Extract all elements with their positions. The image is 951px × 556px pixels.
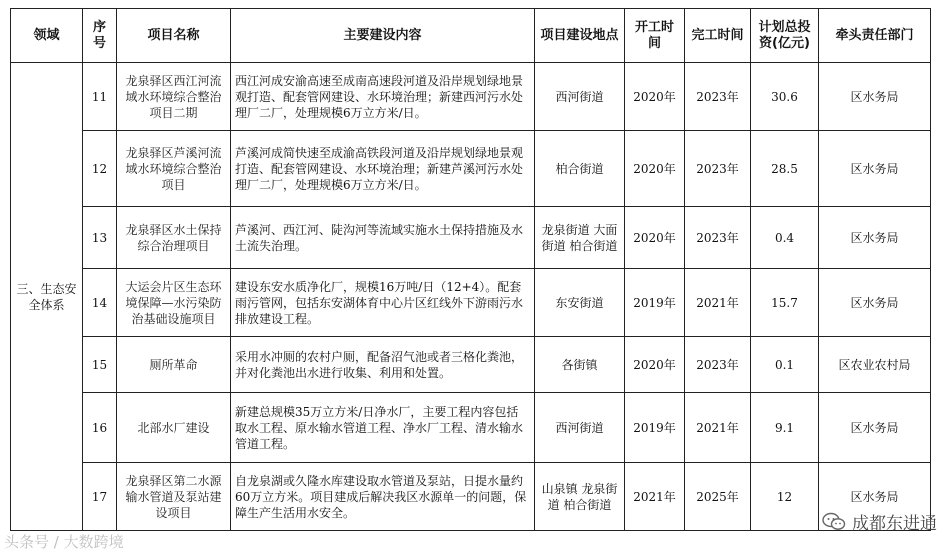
header-name: 项目名称 [117,9,231,63]
row-no: 15 [83,337,117,393]
row-dept: 区农业农村局 [819,337,931,393]
table-row [11,337,931,393]
row-end: 2025年 [685,463,751,531]
row-dept: 区水务局 [819,269,931,337]
row-start: 2020年 [625,131,685,207]
row-start: 2020年 [625,207,685,269]
header-end: 完工时间 [685,9,751,63]
row-invest: 0.4 [751,207,819,269]
domain-cell: 三、生态安全体系 [11,63,83,531]
row-start: 2020年 [625,337,685,393]
row-location: 龙泉街道 大面街道 柏合街道 [535,207,625,269]
row-content: 新建总规模35万立方米/日净水厂，主要工程内容包括取水工程、原水输水管道工程、净水厂工程、清水输水管道工程。 [231,393,535,463]
row-invest: 28.5 [751,131,819,207]
row-no: 17 [83,463,117,531]
row-invest: 30.6 [751,63,819,131]
row-content: 西江河成安渝高速至成南高速段河道及沿岸规划绿地景观打造、配套管网建设、水环境治理；新建西河污水处理厂二厂，处理规模6万立方米/日。 [231,63,535,131]
row-content: 芦溪河成简快速至成渝高铁段河道及沿岸规划绿地景观打造、配套管网建设、水环境治理；新建芦溪河污水处理厂二厂，处理规模6万立方米/日。 [231,131,535,207]
row-content: 自龙泉湖或久隆水库建设取水管道及泵站，日提水量约60万立方米。项目建成后解决我区水源单一的问题，保障生产生活用水安全。 [231,463,535,531]
header-invest: 计划总投资(亿元) [751,9,819,63]
row-end: 2021年 [685,269,751,337]
row-dept: 区水务局 [819,131,931,207]
row-content: 建设东安水质净化厂，规模16万吨/日（12+4）。配套雨污管网，包括东安湖体育中心片区红线外下游雨污水排放建设工程。 [231,269,535,337]
table-row [11,207,931,269]
header-no: 序号 [83,9,117,63]
header-content: 主要建设内容 [231,9,535,63]
row-start: 2019年 [625,393,685,463]
table-row [11,63,931,131]
watermark-right [822,509,937,534]
row-start: 2021年 [625,463,685,531]
row-no: 16 [83,393,117,463]
row-name: 大运会片区生态环境保障—水污染防治基础设施项目 [117,269,231,337]
row-no: 14 [83,269,117,337]
row-location: 柏合街道 [535,131,625,207]
table-row [11,269,931,337]
row-name: 龙泉驿区第二水源输水管道及泵站建设项目 [117,463,231,531]
row-end: 2023年 [685,207,751,269]
row-dept: 区水务局 [819,393,931,463]
row-no: 11 [83,63,117,131]
row-invest: 0.1 [751,337,819,393]
row-end: 2021年 [685,393,751,463]
row-location: 山泉镇 龙泉街道 柏合街道 [535,463,625,531]
wechat-icon [822,512,846,532]
row-invest: 15.7 [751,269,819,337]
row-end: 2023年 [685,337,751,393]
header-domain: 领域 [11,9,83,63]
row-content: 芦溪河、西江河、陡沟河等流域实施水土保持措施及水土流失治理。 [231,207,535,269]
table-row [11,393,931,463]
watermark-right-label: 成都东进通 [852,514,937,534]
header-start: 开工时间 [625,9,685,63]
row-name: 厕所革命 [117,337,231,393]
row-invest: 12 [751,463,819,531]
row-no: 13 [83,207,117,269]
row-location: 西河街道 [535,63,625,131]
row-name: 龙泉驿区芦溪河流域水环境综合整治项目 [117,131,231,207]
row-start: 2019年 [625,269,685,337]
table-row [11,131,931,207]
row-dept: 区水务局 [819,63,931,131]
row-no: 12 [83,131,117,207]
row-end: 2023年 [685,131,751,207]
row-location: 东安街道 [535,269,625,337]
table-row [11,463,931,531]
row-dept: 区水务局 [819,463,931,531]
row-name: 龙泉驿区水土保持综合治理项目 [117,207,231,269]
row-location: 各街镇 [535,337,625,393]
row-location: 西河街道 [535,393,625,463]
row-dept: 区水务局 [819,207,931,269]
row-end: 2023年 [685,63,751,131]
header-location: 项目建设地点 [535,9,625,63]
header-dept: 牵头责任部门 [819,9,931,63]
row-start: 2020年 [625,63,685,131]
watermark-left: 头条号 / 大数跨境 [4,533,124,551]
project-table [10,8,931,531]
row-invest: 9.1 [751,393,819,463]
row-content: 采用水冲厕的农村户厕，配备沼气池或者三格化粪池，并对化粪池出水进行收集、利用和处置。 [231,337,535,393]
row-name: 北部水厂建设 [117,393,231,463]
row-name: 龙泉驿区西江河流域水环境综合整治项目二期 [117,63,231,131]
